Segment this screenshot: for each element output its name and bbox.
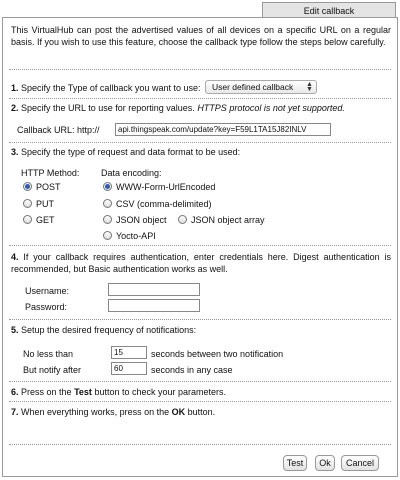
encoding-yocto-api-label: Yocto-API: [116, 231, 156, 241]
encoding-yocto-api-radio[interactable]: [103, 231, 112, 240]
select-updown-icon: ▲ ▼: [306, 81, 313, 93]
encoding-json-array-radio[interactable]: [178, 215, 187, 224]
step7-ok-word: OK: [171, 407, 186, 417]
max-interval-input[interactable]: 60: [111, 362, 147, 375]
ok-button[interactable]: Ok: [315, 455, 335, 471]
encoding-form-urlencoded-radio[interactable]: [103, 182, 112, 191]
password-input[interactable]: [108, 299, 200, 312]
step2-text: Specify the URL to use for reporting values.: [21, 103, 195, 113]
step1-text: Specify the Type of callback you want to use:: [21, 83, 201, 93]
step7-post: button.: [187, 407, 216, 417]
cancel-button[interactable]: Cancel: [341, 455, 379, 471]
test-button[interactable]: Test: [283, 455, 307, 471]
step1-instruction: [11, 83, 200, 93]
divider: [9, 444, 391, 445]
method-put-radio[interactable]: [23, 199, 32, 208]
step1-number: 1.: [11, 83, 19, 93]
step6-test-word: Test: [74, 387, 92, 397]
encoding-csv-radio[interactable]: [103, 199, 112, 208]
min-interval-suffix: seconds between two notification: [151, 349, 284, 359]
step5-text: Setup the desired frequency of notifications:: [21, 325, 197, 335]
max-interval-label: But notify after: [23, 365, 82, 375]
method-get-radio[interactable]: [23, 215, 32, 224]
divider: [9, 319, 391, 320]
divider: [9, 69, 391, 70]
step4-text: If your callback requires authentication, enter credentials here. Digest authentication is recommended, but Basic authentication works as well.: [11, 252, 391, 274]
max-interval-suffix: seconds in any case: [151, 365, 233, 375]
step2-number: 2.: [11, 103, 19, 113]
step3-number: 3.: [11, 147, 19, 157]
divider: [9, 245, 391, 246]
step5-number: 5.: [11, 325, 19, 335]
encoding-csv-label: CSV (comma-delimited): [116, 199, 212, 209]
callback-type-value: User defined callback: [212, 82, 294, 92]
min-interval-input[interactable]: 15: [111, 346, 147, 359]
encoding-json-array-label: JSON object array: [191, 215, 265, 225]
callback-type-select[interactable]: [205, 80, 317, 94]
step2-instruction: [11, 103, 345, 113]
encoding-json-object-label: JSON object: [116, 215, 167, 225]
divider: [9, 401, 391, 402]
step5-instruction: [11, 325, 196, 335]
step6-post: button to check your parameters.: [94, 387, 227, 397]
method-post-label: POST: [36, 182, 61, 192]
username-label: Username:: [25, 286, 70, 296]
encoding-json-object-radio[interactable]: [103, 215, 112, 224]
step4-number: 4.: [11, 252, 19, 262]
divider: [9, 98, 391, 99]
divider: [9, 142, 391, 143]
step7-instruction: [11, 407, 215, 417]
method-put-label: PUT: [36, 199, 54, 209]
step6-pre: Press on the: [21, 387, 72, 397]
callback-url-input[interactable]: api.thingspeak.com/update?key=F59L1TA15J82INLV: [115, 123, 331, 136]
method-post-radio[interactable]: [23, 182, 32, 191]
step3-text: Specify the type of request and data format to be used:: [21, 147, 241, 157]
intro-text: This VirtualHub can post the advertised values of all devices on a specific URL on a regular basis. If you wish to use this feature, choose the callback type follow the steps below carefully.: [11, 25, 391, 47]
step7-pre: When everything works, press on the: [21, 407, 170, 417]
step7-number: 7.: [11, 407, 19, 417]
tab-edit-callback[interactable]: Edit callback: [262, 2, 396, 18]
min-interval-label: No less than: [23, 349, 74, 359]
password-label: Password:: [25, 302, 68, 312]
step3-instruction: [11, 147, 240, 157]
step6-number: 6.: [11, 387, 19, 397]
method-get-label: GET: [36, 215, 55, 225]
callback-url-label: Callback URL: http://: [17, 125, 100, 135]
step2-https-note: HTTPS protocol is not yet supported.: [197, 103, 345, 113]
divider: [9, 381, 391, 382]
username-input[interactable]: [108, 283, 200, 296]
data-encoding-header: Data encoding:: [101, 168, 162, 178]
http-method-header: HTTP Method:: [21, 168, 80, 178]
step4-instruction: [11, 251, 391, 275]
encoding-form-urlencoded-label: WWW-Form-UrlEncoded: [116, 182, 216, 192]
edit-callback-panel: [2, 17, 398, 477]
step6-instruction: [11, 387, 226, 397]
